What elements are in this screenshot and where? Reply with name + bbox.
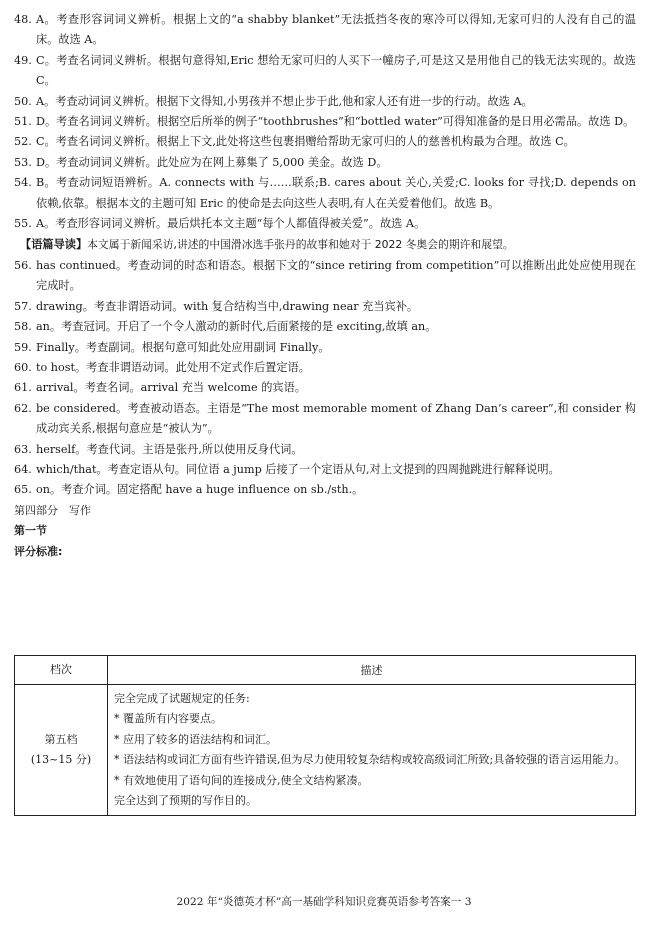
rubric-row	[15, 685, 636, 816]
answer-item	[14, 480, 636, 500]
rubric-line: * 应用了较多的语法结构和词汇。	[114, 732, 277, 746]
answer-explanation: be considered。考查被动语态。主语是“The most memorable moment of Zhang Dan’s career”,和 consider 构成动宾关系,根据句意应是“被认为”。	[36, 401, 636, 436]
answer-explanation: B。考查动词短语辨析。A. connects with 与……联系;B. cares about 关心,关爱;C. looks for 寻找;D. depends on依赖,依靠。根据本文的主题可知 Eric 的使命是去向这些人表明,有人在关爱着他们。故选 B。	[36, 176, 636, 210]
answer-explanation: which/that。考查定语从句。同位语 a jump 后接了一个定语从句,对上文提到的四周抛跳进行解释说明。	[36, 462, 560, 476]
section-heading: 第一节	[14, 524, 47, 538]
answers-section	[14, 10, 636, 562]
answer-number: 63.	[14, 442, 32, 456]
intro-tag: 【语篇导读】	[20, 237, 88, 252]
rubric-header-row	[15, 656, 636, 685]
rubric-line: * 覆盖所有内容要点。	[114, 712, 222, 726]
answer-explanation: drawing。考查非谓语动词。with 复合结构当中,drawing near 充当宾补。	[36, 299, 419, 313]
rubric-line: 完全完成了试题规定的任务:	[114, 692, 250, 705]
answer-item	[14, 378, 636, 398]
answer-number: 57.	[14, 299, 32, 313]
rubric-level-cell	[15, 685, 108, 816]
rubric-line: * 语法结构或词汇方面有些许错误,但为尽力使用较复杂结构或较高级词汇所致;具备较强的语言运用能力。	[114, 753, 626, 767]
answer-number: 62.	[14, 401, 32, 415]
scoring-rubric-table	[14, 655, 636, 816]
rubric-line: * 有效地使用了语句间的连接成分,使全文结构紧凑。	[114, 773, 369, 787]
answer-explanation: C。考查名词词义辨析。根据句意得知,Eric 想给无家可归的人买下一幢房子,可是这又是用他自己的钱无法实现的。故选 C。	[36, 53, 636, 88]
header-description: 描述	[108, 656, 636, 685]
answer-item	[14, 92, 636, 112]
answer-item	[14, 51, 636, 92]
answer-number: 64.	[14, 462, 32, 476]
rubric-description-cell	[108, 685, 636, 816]
answer-number: 53.	[14, 155, 32, 169]
answer-explanation: has continued。考查动词的时态和语态。根据下文的“since retiring from competition”可以推断出此处应使用现在完成时。	[36, 258, 636, 293]
answer-explanation: C。考查名词词义辨析。根据上下文,此处将这些包裹捐赠给帮助无家可归的人的慈善机构最为合理。故选 C。	[36, 135, 575, 149]
answer-item	[14, 132, 636, 152]
answer-number: 65.	[14, 483, 32, 497]
answer-number: 58.	[14, 320, 32, 334]
answer-number: 51.	[14, 115, 32, 129]
answer-item	[14, 460, 636, 480]
answer-number: 52.	[14, 135, 32, 149]
passage-intro	[14, 234, 636, 255]
answer-number: 59.	[14, 340, 32, 354]
answer-explanation: D。考查名词词义辨析。根据空后所举的例子“toothbrushes”和“bottled water”可得知准备的是日用必需品。故选 D。	[36, 115, 635, 129]
answer-number: 54.	[14, 176, 32, 190]
answer-explanation: A。考查动词词义辨析。根据下文得知,小男孩并不想止步于此,他和家人还有进一步的行动。故选 A。	[36, 94, 533, 108]
answer-explanation: on。考查介词。固定搭配 have a huge influence on sb./sth.。	[36, 483, 364, 497]
answers-list-grammar	[14, 256, 636, 501]
answer-item	[14, 10, 636, 51]
intro-body: 本文属于新闻采访,讲述的中国滑冰选手张丹的故事和她对于 2022 冬奥会的期许和展望。	[87, 238, 514, 252]
header-level: 档次	[15, 656, 108, 685]
answer-explanation: arrival。考查名词。arrival 充当 welcome 的宾语。	[36, 381, 306, 395]
answer-item	[14, 358, 636, 378]
answer-item	[14, 256, 636, 297]
answer-explanation: A。考查形容词词义辨析。最后烘托本文主题“每个人都值得被关爱”。故选 A。	[36, 217, 426, 231]
answer-item	[14, 173, 636, 214]
answer-explanation: to host。考查非谓语动词。此处用不定式作后置定语。	[36, 360, 310, 374]
answer-explanation: A。考查形容词词义辨析。根据上文的“a shabby blanket”无法抵挡冬夜的寒冷可以得知,无家可归的人没有自己的温床。故选 A。	[36, 13, 636, 47]
answer-number: 50.	[14, 94, 32, 108]
rubric-line: 完全达到了预期的写作目的。	[114, 794, 257, 808]
answer-item	[14, 153, 636, 173]
answer-number: 49.	[14, 53, 32, 67]
criteria-heading: 评分标准:	[14, 544, 63, 558]
answer-explanation: an。考查冠词。开启了一个令人激动的新时代,后面紧接的是 exciting,故填 an。	[36, 320, 437, 334]
answer-number: 48.	[14, 13, 32, 26]
answers-list-cloze	[14, 10, 636, 234]
rubric-level: 第五档	[44, 733, 78, 747]
answer-item	[14, 297, 636, 317]
page-footer: 2022 年“炎德英才杯”高一基础学科知识竞赛英语参考答案一 3	[176, 896, 472, 908]
rubric-range: (13~15 分)	[30, 753, 92, 767]
answer-item	[14, 399, 636, 440]
answer-explanation: Finally。考查副词。根据句意可知此处应用副词 Finally。	[36, 340, 330, 354]
answer-number: 55.	[14, 217, 32, 231]
part-heading: 第四部分 写作	[14, 503, 91, 517]
answer-item	[14, 112, 636, 132]
answer-number: 60.	[14, 360, 32, 374]
answer-number: 56.	[14, 258, 32, 272]
answer-explanation: D。考查动词词义辨析。此处应为在网上募集了 5,000 美金。故选 D。	[36, 155, 388, 169]
answer-item	[14, 338, 636, 358]
answer-number: 61.	[14, 381, 32, 395]
answer-item	[14, 440, 636, 460]
answer-item	[14, 317, 636, 337]
answer-explanation: herself。考查代词。主语是张丹,所以使用反身代词。	[36, 442, 303, 456]
answer-item	[14, 214, 636, 234]
